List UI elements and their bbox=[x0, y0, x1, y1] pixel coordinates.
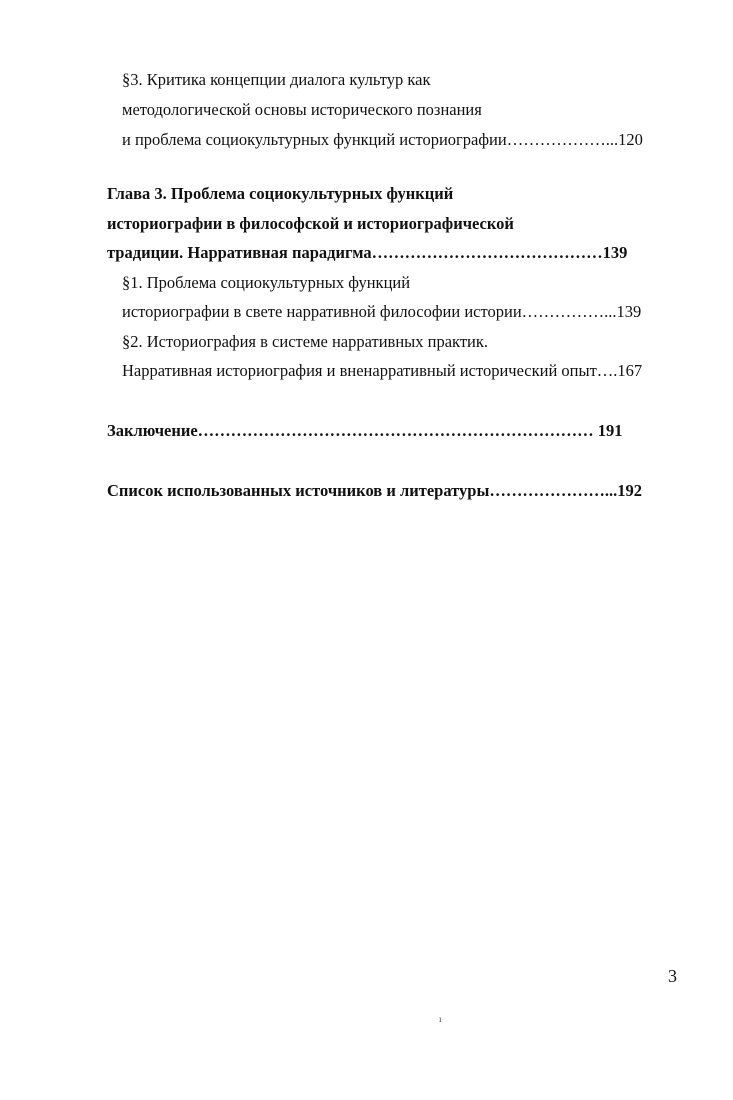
scan-mark: ı bbox=[439, 1014, 442, 1024]
toc-chapter-3-line-2: историографии в философской и историографической bbox=[107, 214, 514, 233]
toc-chapter-3-line-3-text: традиции. Нарративная парадигма……………………………………139 bbox=[107, 243, 628, 262]
toc-chapter-3-line-1: Глава 3. Проблема социокультурных функций bbox=[107, 184, 454, 203]
toc-chapter-3-line-3 bbox=[107, 243, 627, 263]
toc-ch3-section-2-line-2: Нарративная историография и вненарративный исторический опыт….167 bbox=[122, 361, 643, 380]
toc-ch3-section-1-line-2: историографии в свете нарративной философии истории……………...139 bbox=[122, 302, 642, 321]
toc-section-3-line-3: и проблема социокультурных функций историографии………………...120 bbox=[122, 130, 643, 149]
toc-section-3-line-1: §3. Критика концепции диалога культур как bbox=[122, 70, 431, 89]
toc-references: Список использованных источников и литературы…………………...192 bbox=[107, 481, 642, 500]
toc-ch3-section-1-line-1: §1. Проблема социокультурных функций bbox=[122, 273, 411, 292]
toc-section-3-line-2: методологической основы исторического познания bbox=[122, 100, 482, 119]
toc-ch3-section-2-line-1: §2. Историография в системе нарративных практик. bbox=[122, 332, 489, 351]
page-number: 3 bbox=[668, 966, 677, 986]
toc-conclusion: Заключение……………………………………………………………… 191 bbox=[107, 421, 623, 440]
